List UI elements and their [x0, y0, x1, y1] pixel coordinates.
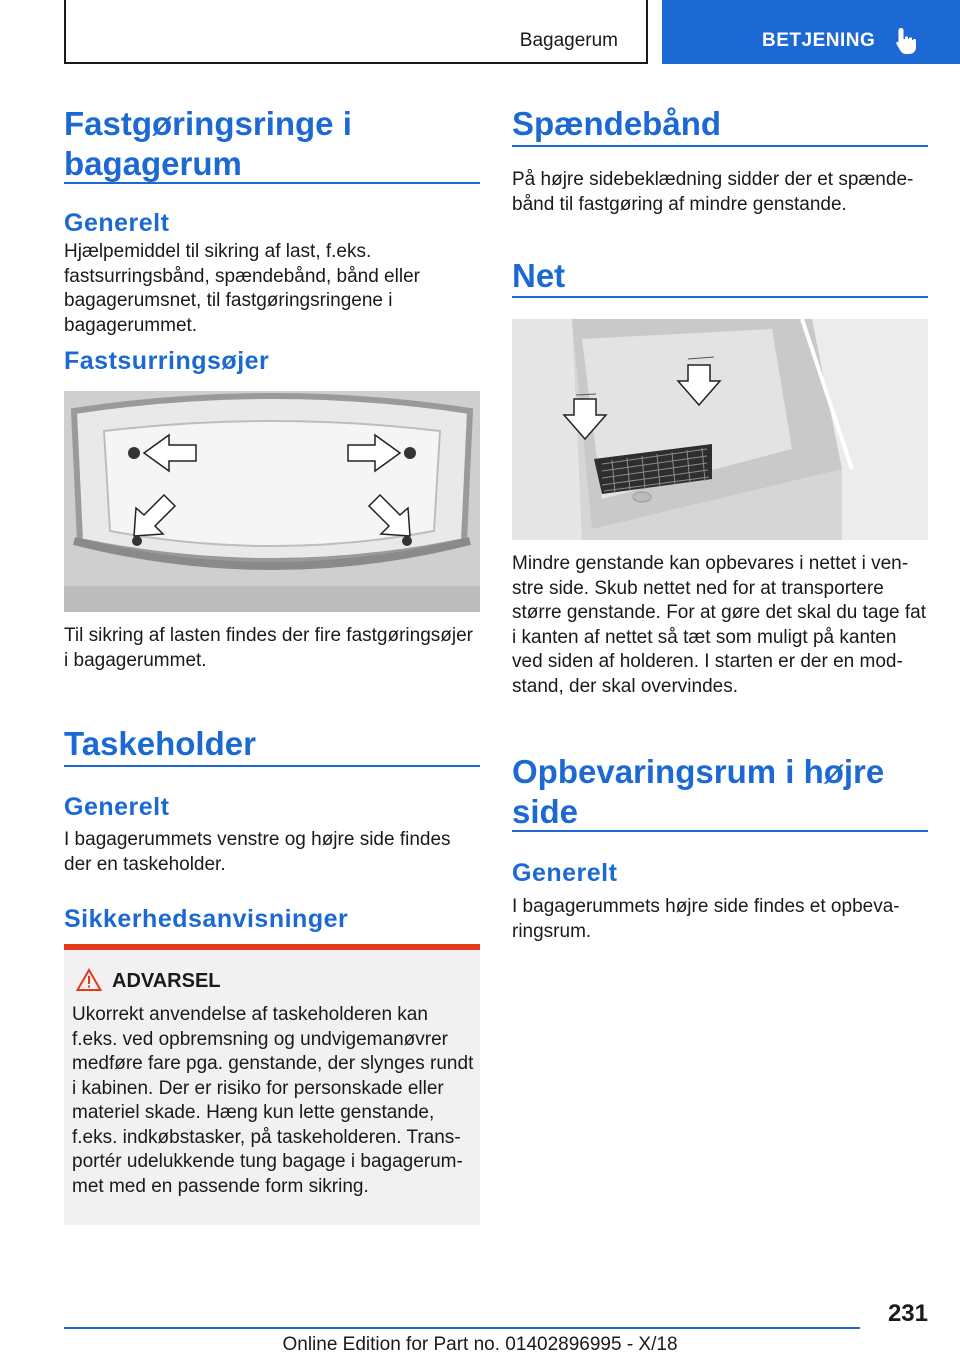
page-number: 231 — [887, 1300, 928, 1327]
trunk-net-image — [512, 319, 928, 540]
pointing-hand-icon — [894, 26, 920, 56]
section-title-spaendebaand: Spændebånd — [512, 105, 722, 142]
section-title-opbevaringsrum: Opbevaringsrum i højre side — [512, 753, 885, 830]
header-frame — [64, 0, 648, 64]
chapter-tab[interactable] — [662, 0, 960, 64]
opbevaring-generelt-paragraph: I bagagerummets højre side findes et opbevaringsrum. — [512, 896, 900, 942]
warning-triangle-icon — [76, 968, 102, 992]
spaendebaand-paragraph: På højre sidebeklædning sidder der et spændebånd til fastgøring af mindre genstande. — [512, 169, 914, 215]
title-rule — [512, 830, 928, 832]
net-paragraph: Mindre genstande kan opbevares i nettet i venstre side. Skub nettet ned for at transportere større genstande. For at gøre det skal du tage fat i kanten af nettet så tæt som muligt på kanten ved siden af holderen. I starten er der en modstand, der skal overvindes. — [512, 553, 926, 697]
title-rule — [512, 296, 928, 298]
heading-generelt: Generelt — [64, 793, 170, 821]
heading-sikkerhedsanvisninger: Sikkerhedsanvisninger — [64, 905, 349, 933]
footer-rule — [64, 1327, 860, 1329]
heading-generelt: Generelt — [512, 859, 618, 887]
heading-generelt: Generelt — [64, 209, 170, 237]
chapter-tab-label: BETJENING — [762, 30, 876, 51]
oejer-caption: Til sikring af lasten findes der fire fastgøringsøjer i bagagerummet. — [64, 625, 474, 671]
title-rule — [64, 182, 480, 184]
section-title-taskeholder: Taskeholder — [64, 725, 256, 762]
heading-fastsurringsoejer: Fastsurringsøjer — [64, 347, 270, 375]
title-rule — [64, 765, 480, 767]
warning-title: ADVARSEL — [112, 970, 221, 992]
header-section-title: Bagagerum — [519, 30, 618, 51]
warning-text: Ukorrekt anvendelse af taskeholderen kan f.eks. ved opbremsning og undvigemanøvrer medføre fare pga. genstande, der slynges rundt i kabinen. Der er risiko for personskade eller materiel skade. Hæng kun lette genstande, f.eks. indkøbstasker, på taskeholderen. Transportér udelukkende tung bagage i bagagerummet med en passende form sikring. — [72, 1004, 474, 1197]
taske-generelt-paragraph: I bagagerummets venstre og højre side findes der en taskeholder. — [64, 829, 451, 875]
trunk-lashing-eyes-image — [64, 391, 480, 612]
title-rule — [512, 145, 928, 147]
section-title-fastgoeringsringe: Fastgøringsringe i bagagerum — [64, 105, 352, 182]
edition-footer: Online Edition for Part no. 01402896995 - X/18 — [282, 1334, 678, 1355]
section-title-net: Net — [512, 257, 566, 294]
generelt-paragraph: Hjælpemiddel til sikring af last, f.eks. fastsurringsbånd, spændebånd, bånd eller bagagerumsnet, til fastgøringsringene i bagagerummet. — [64, 241, 420, 336]
warning-box — [64, 944, 480, 1225]
warning-bar — [64, 944, 480, 950]
